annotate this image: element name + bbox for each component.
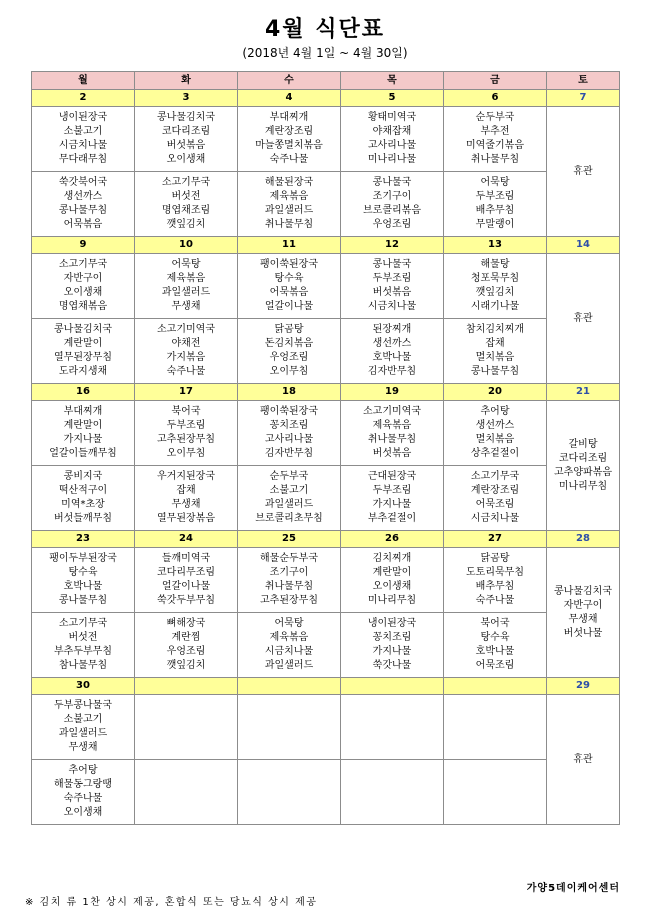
lunch-row [32,254,620,319]
weekday-wednesday: 수 [238,72,341,90]
saturday-menu-cell [547,548,620,678]
menu-item: 콩나물김치국 [157,112,215,123]
menu-item: 미나리나물 [367,154,417,165]
lunch-menu-cell [341,695,444,760]
lunch-menu-cell [32,254,135,319]
dinner-menu-cell [135,319,238,384]
menu-item: 숙주나물 [269,154,309,165]
menu-item: 열무된장무침 [54,352,112,363]
dinner-row [32,172,620,237]
menu-item: 콩나물무침 [470,366,520,377]
menu-item: 제육볶음 [269,632,309,643]
menu-item: 호박나물 [372,352,412,363]
menu-item: 계란찜 [171,632,201,643]
dinner-row [32,613,620,678]
lunch-menu-cell [238,107,341,172]
date-cell: 20 [444,384,547,401]
saturday-menu-item: 고추양파볶음 [554,466,612,478]
menu-item: 숙주나물 [475,595,515,606]
menu-item: 어묵탕 [480,177,510,188]
menu-item: 과일샐러드 [58,728,108,739]
saturday-date-cell: 29 [547,678,620,695]
menu-item: 냉이된장국 [367,618,417,629]
saturday-menu-item: 버섯나물 [563,627,603,639]
menu-item: 시래기나물 [470,301,520,312]
menu-item: 콩나물김치국 [54,324,112,335]
menu-item: 들깨미역국 [161,553,211,564]
dinner-menu-cell [444,613,547,678]
lunch-menu-cell [238,401,341,466]
dinner-menu-cell [135,172,238,237]
menu-item: 소고기무국 [58,259,108,270]
menu-item: 계란장조림 [264,126,314,137]
lunch-menu-cell [32,107,135,172]
date-cell: 5 [341,90,444,107]
menu-item: 무생채 [171,499,201,510]
menu-item: 열무된장볶음 [157,513,215,524]
lunch-menu-cell [444,401,547,466]
menu-item: 순두부국 [475,112,515,123]
menu-item: 멸치볶음 [475,352,515,363]
weekday-saturday: 토 [547,72,620,90]
dinner-menu-cell [135,613,238,678]
menu-item: 해물탕 [480,259,510,270]
menu-item: 코다리무조림 [157,567,215,578]
saturday-menu-item: 휴관 [573,165,593,177]
dinner-menu-cell [341,172,444,237]
date-cell: 2 [32,90,135,107]
dinner-menu-cell [444,319,547,384]
date-cell: 4 [238,90,341,107]
menu-item: 가지나물 [372,646,412,657]
date-cell: 13 [444,237,547,254]
dinner-menu-cell [444,760,547,825]
saturday-menu-cell [547,401,620,531]
menu-item: 얼갈이나물 [161,581,211,592]
dinner-menu-cell [238,319,341,384]
menu-item: 얼갈이나물 [264,301,314,312]
menu-item: 취나물무침 [470,154,520,165]
menu-item: 오이생채 [63,807,103,818]
menu-item: 돈김치볶음 [264,338,314,349]
menu-item: 순두부국 [269,471,309,482]
dinner-menu-cell [238,613,341,678]
menu-item: 해물된장국 [264,177,314,188]
menu-item: 소고기무국 [161,177,211,188]
menu-item: 콩비지국 [63,471,103,482]
menu-item: 계란말이 [63,420,103,431]
menu-item: 김자반무침 [264,448,314,459]
menu-item: 잡채 [485,338,505,349]
menu-item: 북어국 [480,618,510,629]
weekday-friday: 금 [444,72,547,90]
menu-item: 두부조림 [166,420,206,431]
menu-item: 생선까스 [475,420,515,431]
saturday-date-cell: 28 [547,531,620,548]
menu-item: 꽁치조림 [372,632,412,643]
menu-item: 가지나물 [63,434,103,445]
weekday-monday: 월 [32,72,135,90]
menu-item: 조기구이 [269,567,309,578]
menu-item: 참치김치찌개 [466,324,524,335]
menu-item: 호박나물 [475,646,515,657]
menu-item: 고사리나물 [264,434,314,445]
menu-item: 고사리나물 [367,140,417,151]
menu-item: 조기구이 [372,191,412,202]
menu-item: 호박나물 [63,581,103,592]
saturday-menu-item: 콩나물김치국 [554,585,612,597]
date-cell: 3 [135,90,238,107]
menu-item: 생선까스 [372,338,412,349]
lunch-menu-cell [238,695,341,760]
lunch-menu-cell [135,548,238,613]
menu-item: 두부조림 [475,191,515,202]
menu-table [31,71,620,825]
dinner-menu-cell [341,760,444,825]
menu-item: 멸치볶음 [475,434,515,445]
menu-item: 우엉조림 [372,219,412,230]
date-range-subtitle: (2018년 4월 1일 ~ 4월 30일) [242,46,408,60]
saturday-menu-item: 자반구이 [563,599,603,611]
menu-item: 소고기미역국 [363,406,421,417]
menu-item: 콩나물무침 [58,205,108,216]
menu-item: 팽이쑥된장국 [260,406,318,417]
menu-item: 황태미역국 [367,112,417,123]
date-row [32,678,620,695]
menu-item: 부추두부무침 [54,646,112,657]
menu-item: 부대찌개 [63,406,103,417]
menu-item: 도라지생채 [58,366,108,377]
menu-item: 오이생채 [372,581,412,592]
menu-item: 깻잎김치 [475,287,515,298]
menu-item: 추어탕 [480,406,510,417]
menu-item: 무생채 [171,301,201,312]
lunch-row [32,548,620,613]
lunch-menu-cell [135,254,238,319]
menu-item: 참나물무침 [58,660,108,671]
menu-item: 어묵조림 [475,660,515,671]
menu-item: 오이무침 [166,448,206,459]
menu-item: 어묵조림 [475,499,515,510]
menu-item: 청포묵무침 [470,273,520,284]
menu-item: 소고기무국 [470,471,520,482]
menu-item: 과일샐러드 [264,499,314,510]
lunch-menu-cell [135,107,238,172]
menu-item: 콩나물무침 [58,595,108,606]
menu-item: 두부콩나물국 [54,700,112,711]
date-cell: 24 [135,531,238,548]
menu-item: 닭곰탕 [480,553,510,564]
menu-item: 부추전 [480,126,510,137]
date-row [32,237,620,254]
menu-item: 해물동그랑땡 [54,779,112,790]
menu-item: 깻잎김치 [166,660,206,671]
date-row [32,384,620,401]
saturday-menu-item: 무생채 [568,613,598,625]
date-cell [341,678,444,695]
lunch-menu-cell [238,254,341,319]
footer-note: ※ 김치 류 1찬 상시 제공, 혼합식 또는 당뇨식 상시 제공 [25,897,318,908]
menu-item: 과일샐러드 [264,660,314,671]
dinner-menu-cell [444,172,547,237]
menu-item: 두부조림 [372,485,412,496]
lunch-menu-cell [444,695,547,760]
date-cell: 27 [444,531,547,548]
menu-item: 버섯볶음 [166,140,206,151]
date-cell: 30 [32,678,135,695]
menu-item: 제육볶음 [372,420,412,431]
dinner-menu-cell [341,613,444,678]
saturday-menu-cell [547,695,620,825]
menu-item: 소불고기 [269,485,309,496]
menu-item: 시금치나물 [470,513,520,524]
menu-item: 콩나물국 [372,259,412,270]
dinner-menu-cell [341,319,444,384]
menu-item: 계란장조림 [470,485,520,496]
menu-item: 버섯볶음 [372,287,412,298]
saturday-date-cell: 7 [547,90,620,107]
menu-item: 계란말이 [372,567,412,578]
menu-item: 야채잡채 [372,126,412,137]
lunch-menu-cell [135,695,238,760]
lunch-menu-cell [444,107,547,172]
menu-item: 브로콜리볶음 [363,205,421,216]
lunch-menu-cell [32,695,135,760]
menu-item: 오이생채 [166,154,206,165]
menu-item: 무다래무침 [58,154,108,165]
date-cell: 12 [341,237,444,254]
saturday-date-cell: 21 [547,384,620,401]
menu-item: 오이무침 [269,366,309,377]
organization-name: 가양5데이케어센터 [526,883,620,894]
menu-item: 소고기미역국 [157,324,215,335]
menu-item: 쑥갓두부무침 [157,595,215,606]
date-cell: 25 [238,531,341,548]
menu-item: 시금치나물 [367,301,417,312]
lunch-menu-cell [341,107,444,172]
lunch-menu-cell [32,548,135,613]
menu-item: 냉이된장국 [58,112,108,123]
menu-item: 취나물무침 [367,434,417,445]
dinner-menu-cell [238,760,341,825]
menu-item: 팽이두부된장국 [49,553,117,564]
menu-item: 북어국 [171,406,201,417]
lunch-menu-cell [238,548,341,613]
saturday-menu-cell [547,254,620,384]
lunch-menu-cell [341,548,444,613]
menu-item: 부대찌개 [269,112,309,123]
dinner-menu-cell [32,466,135,531]
menu-item: 김자반무침 [367,366,417,377]
dinner-menu-cell [238,466,341,531]
dinner-menu-cell [341,466,444,531]
menu-item: 야채전 [171,338,201,349]
date-cell: 11 [238,237,341,254]
date-cell: 23 [32,531,135,548]
lunch-menu-cell [32,401,135,466]
dinner-row [32,466,620,531]
menu-item: 어묵볶음 [269,287,309,298]
dinner-menu-cell [32,172,135,237]
menu-item: 미역*초장 [61,499,105,510]
date-cell: 9 [32,237,135,254]
dinner-row [32,760,620,825]
menu-item: 뼈해장국 [166,618,206,629]
menu-item: 우엉조림 [166,646,206,657]
menu-item: 코다리조림 [161,126,211,137]
date-cell [444,678,547,695]
menu-item: 탕수육 [68,567,98,578]
menu-item: 잡채 [176,485,196,496]
lunch-menu-cell [444,548,547,613]
dinner-menu-cell [32,613,135,678]
lunch-menu-cell [135,401,238,466]
menu-item: 과일샐러드 [264,205,314,216]
menu-item: 깻잎김치 [166,219,206,230]
dinner-menu-cell [238,172,341,237]
menu-item: 마늘쫑멸치볶음 [255,140,323,151]
menu-item: 명엽채조림 [161,205,211,216]
saturday-menu-item: 미나리무침 [558,480,608,492]
page-title: 4월 식단표 [265,17,385,42]
menu-item: 버섯전 [171,191,201,202]
saturday-menu-item: 휴관 [573,753,593,765]
menu-item: 소불고기 [63,126,103,137]
saturday-date-cell: 14 [547,237,620,254]
weekday-thursday: 목 [341,72,444,90]
menu-item: 해물순두부국 [260,553,318,564]
menu-item: 숙주나물 [166,366,206,377]
menu-item: 어묵탕 [171,259,201,270]
menu-item: 가지볶음 [166,352,206,363]
menu-item: 고추된장무침 [260,595,318,606]
date-cell [238,678,341,695]
date-cell: 19 [341,384,444,401]
lunch-row [32,401,620,466]
lunch-menu-cell [341,401,444,466]
menu-item: 제육볶음 [166,273,206,284]
menu-item: 상추겉절이 [470,448,520,459]
menu-item: 버섯전 [68,632,98,643]
saturday-menu-item: 코다리조림 [558,452,608,464]
menu-item: 어묵볶음 [63,219,103,230]
menu-item: 버섯볶음 [372,448,412,459]
dinner-row [32,319,620,384]
menu-item: 가지나물 [372,499,412,510]
menu-item: 콩나물국 [372,177,412,188]
menu-item: 탕수육 [274,273,304,284]
menu-item: 고추된장무침 [157,434,215,445]
menu-item: 배추무침 [475,205,515,216]
dinner-menu-cell [135,466,238,531]
menu-item: 우거지된장국 [157,471,215,482]
lunch-row [32,695,620,760]
saturday-menu-cell [547,107,620,237]
date-cell: 10 [135,237,238,254]
menu-item: 취나물무침 [264,581,314,592]
date-row [32,531,620,548]
menu-item: 두부조림 [372,273,412,284]
date-cell: 18 [238,384,341,401]
menu-item: 무생채 [68,742,98,753]
menu-item: 소고기무국 [58,618,108,629]
menu-item: 취나물무침 [264,219,314,230]
menu-item: 근대된장국 [367,471,417,482]
menu-item: 소불고기 [63,714,103,725]
menu-item: 탕수육 [480,632,510,643]
menu-item: 계란말이 [63,338,103,349]
menu-item: 어묵탕 [274,618,304,629]
date-cell [135,678,238,695]
lunch-menu-cell [341,254,444,319]
date-cell: 6 [444,90,547,107]
menu-item: 숙주나물 [63,793,103,804]
dinner-menu-cell [32,319,135,384]
menu-item: 떡산적구이 [58,485,108,496]
lunch-row [32,107,620,172]
menu-item: 브로콜리초무침 [255,513,323,524]
menu-item: 닭곰탕 [274,324,304,335]
menu-body [32,90,620,825]
menu-item: 미나리무침 [367,595,417,606]
menu-item: 김치찌개 [372,553,412,564]
menu-item: 얼갈이들깨무침 [49,448,117,459]
menu-item: 팽이쑥된장국 [260,259,318,270]
date-cell: 26 [341,531,444,548]
dinner-menu-cell [32,760,135,825]
menu-item: 명엽채볶음 [58,301,108,312]
menu-item: 우엉조림 [269,352,309,363]
menu-item: 쑥갓북어국 [58,177,108,188]
saturday-menu-item: 갈비탕 [568,438,598,450]
menu-item: 추어탕 [68,765,98,776]
menu-item: 꽁치조림 [269,420,309,431]
menu-item: 된장찌개 [372,324,412,335]
menu-item: 자반구이 [63,273,103,284]
saturday-menu-item: 휴관 [573,312,593,324]
dinner-menu-cell [135,760,238,825]
menu-item: 부추겉절이 [367,513,417,524]
weekday-tuesday: 화 [135,72,238,90]
date-cell: 17 [135,384,238,401]
menu-item: 배추무침 [475,581,515,592]
menu-item: 쑥갓나물 [372,660,412,671]
date-cell: 16 [32,384,135,401]
menu-item: 미역줄기볶음 [466,140,524,151]
menu-item: 오이생채 [63,287,103,298]
menu-item: 생선까스 [63,191,103,202]
menu-item: 버섯들깨무침 [54,513,112,524]
menu-item: 제육볶음 [269,191,309,202]
menu-item: 도토리묵무침 [466,567,524,578]
menu-item: 시금치나물 [264,646,314,657]
date-row [32,90,620,107]
dinner-menu-cell [444,466,547,531]
menu-item: 무말랭이 [475,219,515,230]
weekday-header-row [32,72,620,90]
lunch-menu-cell [444,254,547,319]
menu-item: 과일샐러드 [161,287,211,298]
menu-item: 시금치나물 [58,140,108,151]
